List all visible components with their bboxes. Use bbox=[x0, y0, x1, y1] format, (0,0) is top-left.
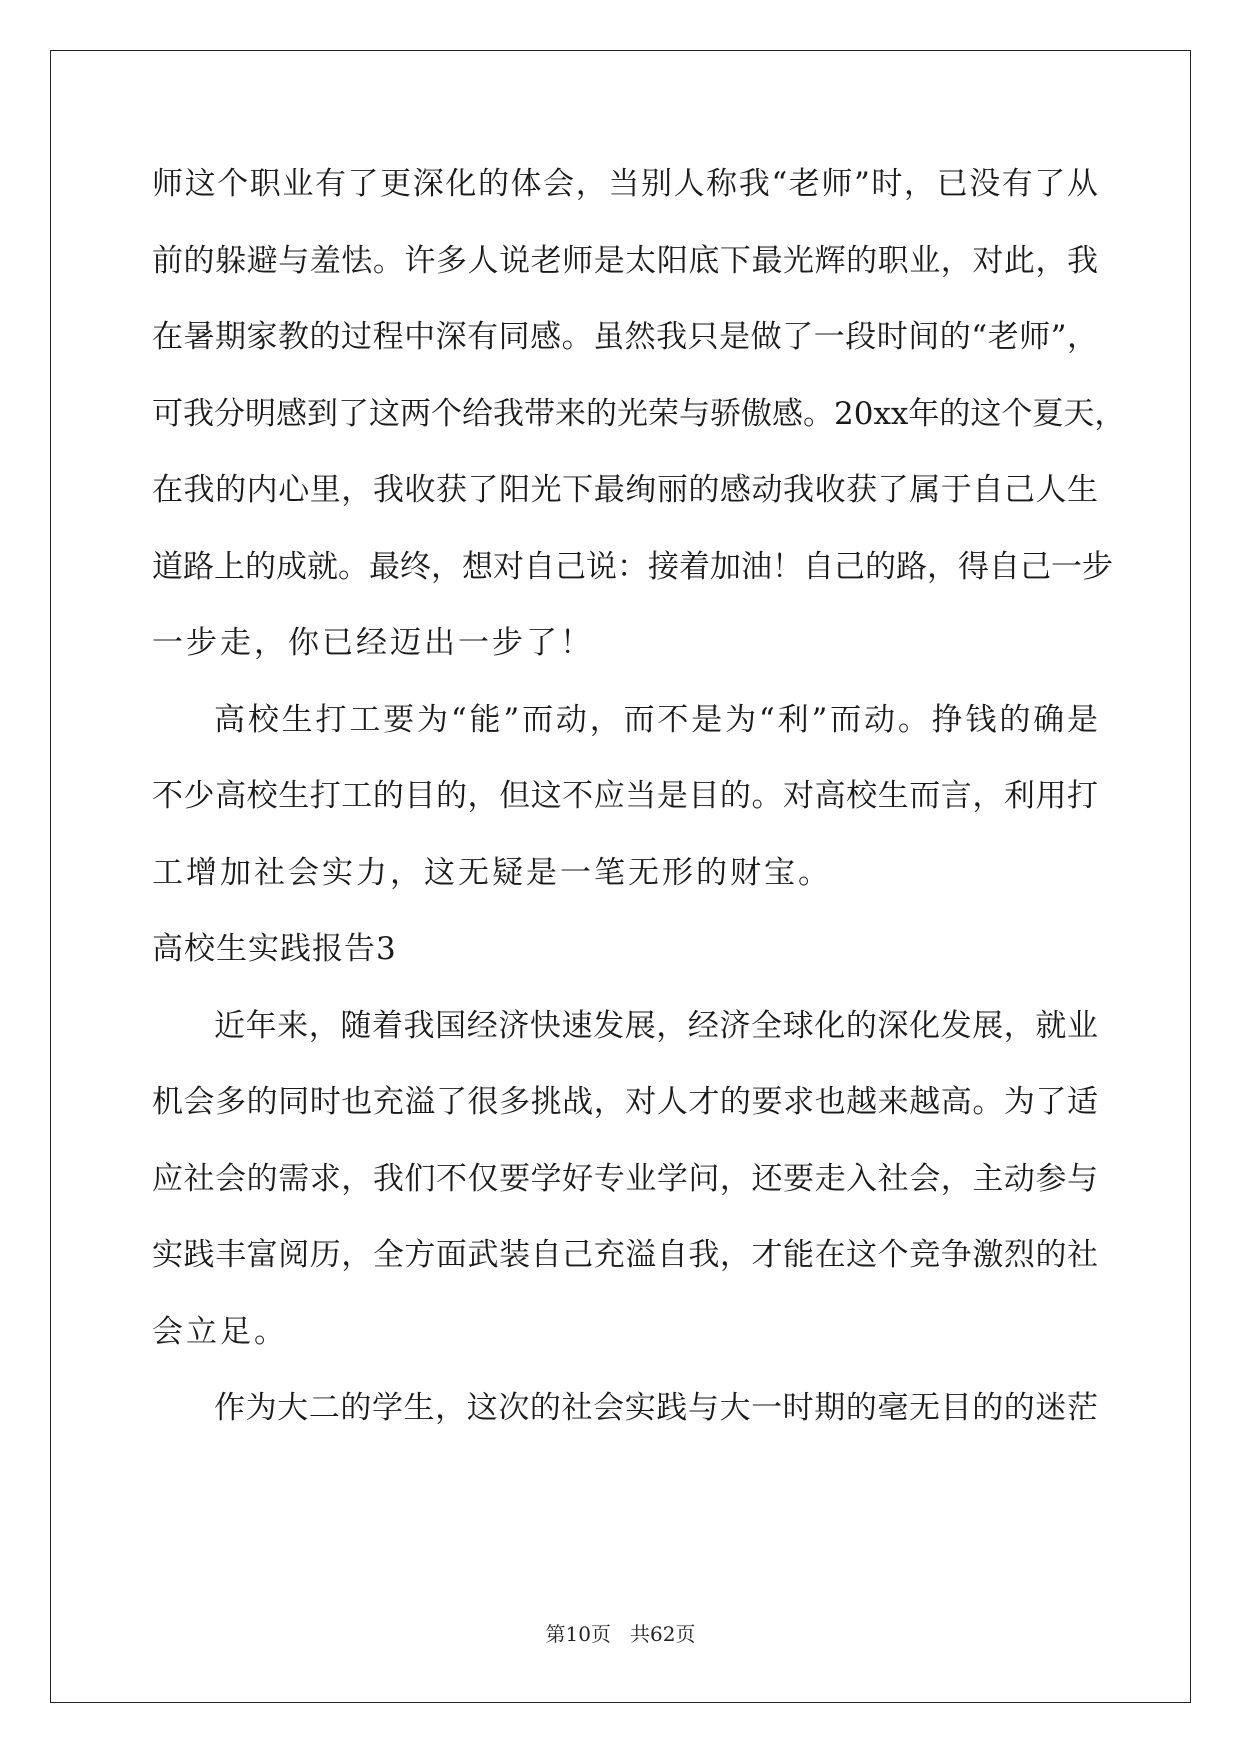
document-body bbox=[152, 164, 1126, 1465]
text-line: 实践丰富阅历，全方面武装自己充溢自我，才能在这个竞争激烈的社 bbox=[152, 1237, 1098, 1273]
text-line: 不少高校生打工的目的，但这不应当是目的。对高校生而言，利用打 bbox=[152, 778, 1098, 814]
text-line: 师这个职业有了更深化的体会，当别人称我“老师”时，已没有了从 bbox=[152, 166, 1098, 202]
page-total: 共62页 bbox=[630, 1622, 696, 1646]
paragraph-first-line: 近年来，随着我国经济快速发展，经济全球化的深化发展，就业 bbox=[214, 1007, 1098, 1044]
paragraph-first-line: 高校生打工要为“能”而动，而不是为“利”而动。挣钱的确是 bbox=[214, 701, 1098, 738]
text-line: 会立足。 bbox=[152, 1313, 288, 1350]
text-line: 在暑期家教的过程中深有同感。虽然我只是做了一段时间的“老师”， bbox=[152, 319, 1098, 355]
text-line: 一步走，你已经迈出一步了！ bbox=[152, 625, 594, 661]
text-line: 可我分明感到了这两个给我带来的光荣与骄傲感。20xx年的这个夏天， bbox=[152, 395, 1126, 432]
text-line: 前的躲避与羞怯。许多人说老师是太阳底下最光辉的职业，对此，我 bbox=[152, 242, 1098, 279]
text-line: 机会多的同时也充溢了很多挑战，对人才的要求也越来越高。为了适 bbox=[152, 1084, 1098, 1120]
paragraph-first-line: 作为大二的学生，这次的社会实践与大一时期的毫无目的的迷茫 bbox=[214, 1390, 1098, 1426]
text-line: 道路上的成就。最终，想对自己说：接着加油！自己的路，得自己一步 bbox=[152, 548, 1113, 585]
section-heading: 高校生实践报告3 bbox=[152, 931, 397, 967]
text-line: 工增加社会实力，这无疑是一笔无形的财宝。 bbox=[152, 854, 832, 891]
text-line: 在我的内心里，我收获了阳光下最绚丽的感动我收获了属于自己人生 bbox=[152, 472, 1098, 508]
page-footer bbox=[0, 1618, 1241, 1647]
text-line: 应社会的需求，我们不仅要学好专业学问，还要走入社会，主动参与 bbox=[152, 1160, 1098, 1197]
page-number: 第10页 bbox=[545, 1622, 611, 1646]
